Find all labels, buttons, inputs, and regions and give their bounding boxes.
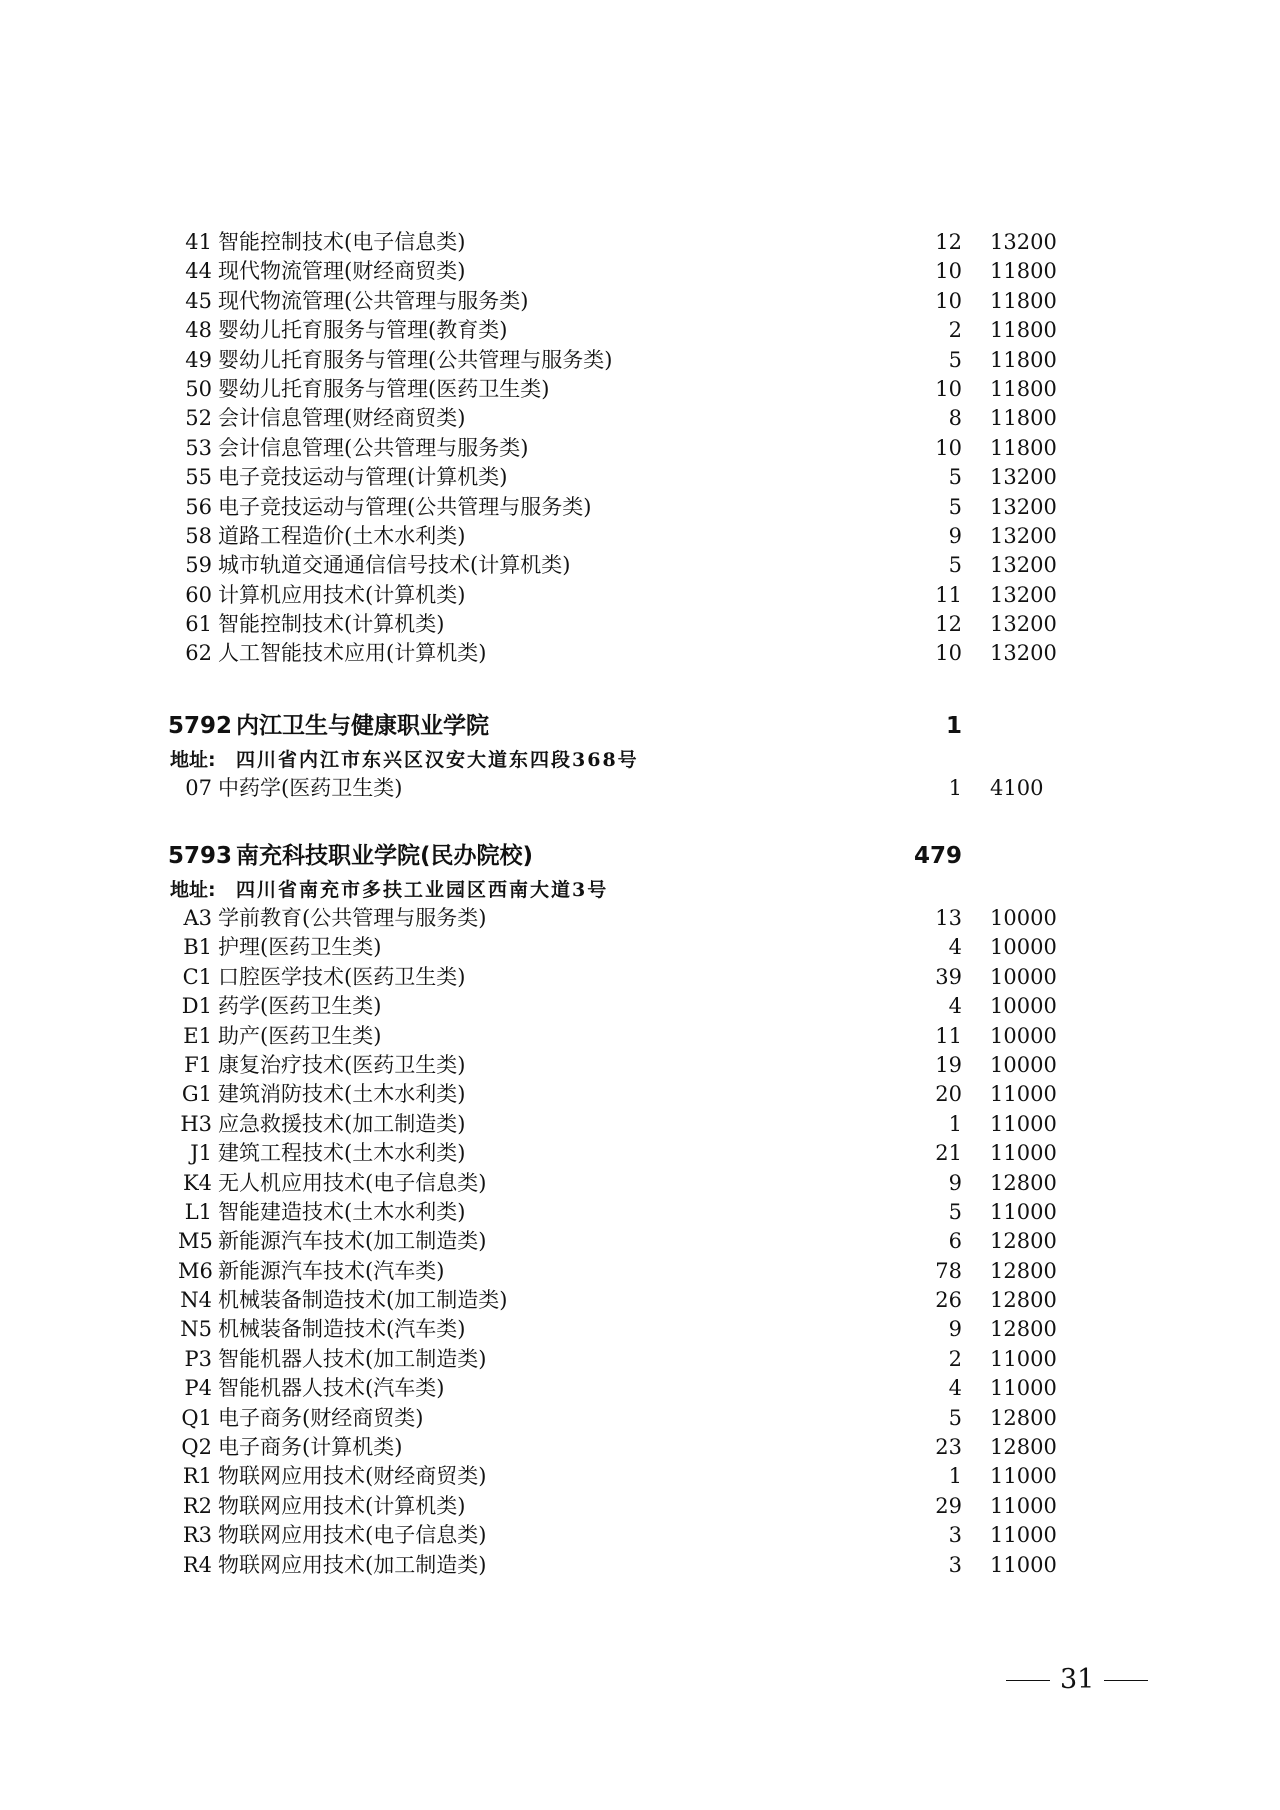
enrollment-count: 4 [948,994,962,1019]
enrollment-count: 29 [935,1493,962,1518]
program-name: 机械装备制造技术(加工制造类) [218,1288,508,1313]
program-name: 现代物流管理(公共管理与服务类) [218,288,529,313]
page-number [996,1660,1158,1700]
school-total-count: 479 [913,843,962,869]
program-code: 60 [185,582,212,607]
tuition-fee: 13200 [990,641,1057,666]
program-code: P4 [184,1376,212,1401]
program-code: R2 [182,1493,212,1518]
enrollment-count: 11 [935,582,962,607]
tuition-fee: 11000 [990,1346,1057,1371]
tuition-fee: 11000 [990,1464,1057,1489]
program-row [0,404,1280,433]
enrollment-count: 5 [948,553,962,578]
enrollment-count: 5 [948,347,962,372]
program-name: 道路工程造价(土木水利类) [218,523,466,548]
program-code: G1 [181,1082,212,1107]
program-name: 婴幼儿托育服务与管理(教育类) [218,318,508,343]
enrollment-count: 4 [948,1376,962,1401]
program-code: K4 [182,1170,212,1195]
program-code: 52 [185,406,212,431]
enrollment-count: 13 [935,906,962,930]
program-code: 59 [185,553,212,578]
tuition-fee: 12800 [990,1229,1057,1254]
program-name: 电子竞技运动与管理(公共管理与服务类) [218,494,592,519]
address-text: 四川省南充市多扶工业园区西南大道3号 [236,879,609,901]
enrollment-count: 9 [948,1170,962,1195]
enrollment-count: 9 [948,523,962,548]
program-row [0,1551,1280,1580]
enrollment-count: 3 [948,1552,962,1577]
program-row [0,287,1280,316]
program-row [0,316,1280,345]
program-code: 61 [185,612,212,637]
program-name: 建筑工程技术(土木水利类) [218,1141,466,1166]
tuition-fee: 13200 [990,553,1057,578]
program-name: 婴幼儿托育服务与管理(公共管理与服务类) [218,347,613,372]
enrollment-count: 1 [948,1464,962,1489]
tuition-fee: 12800 [990,1170,1057,1195]
program-code: R3 [182,1523,212,1548]
program-row [0,1139,1280,1168]
program-name: 药学(医药卫生类) [218,994,382,1019]
enrollment-count: 8 [948,406,962,431]
program-row [0,774,1280,803]
program-code: B1 [183,935,212,960]
program-row [0,1257,1280,1286]
program-name: 会计信息管理(公共管理与服务类) [218,435,529,460]
program-row [0,551,1280,580]
program-code: D1 [181,994,212,1019]
program-name: 助产(医药卫生类) [218,1023,382,1048]
school-total-count: 1 [945,713,962,739]
program-row [0,1169,1280,1198]
school-header [0,706,1280,746]
tuition-fee: 13200 [990,230,1057,254]
enrollment-count: 26 [935,1288,962,1313]
tuition-fee: 11000 [990,1523,1057,1548]
enrollment-count: 10 [935,641,962,666]
school-address [0,746,1280,774]
program-row [0,1521,1280,1550]
program-name: 学前教育(公共管理与服务类) [218,906,487,930]
tuition-fee: 12800 [990,1317,1057,1342]
tuition-fee: 11000 [990,1111,1057,1136]
program-row [0,257,1280,286]
program-row [0,1051,1280,1080]
program-row [0,522,1280,551]
tuition-fee: 11000 [990,1552,1057,1577]
program-code: 58 [185,523,212,548]
program-name: 无人机应用技术(电子信息类) [218,1170,487,1195]
enrollment-count: 10 [935,435,962,460]
program-code: 07 [185,776,212,800]
address-label: 地址: [170,879,216,901]
program-row [0,1315,1280,1344]
enrollment-count: 39 [935,964,962,989]
tuition-fee: 10000 [990,964,1057,989]
enrollment-count: 10 [935,376,962,401]
program-row [0,1345,1280,1374]
program-name: 电子竞技运动与管理(计算机类) [218,465,508,490]
program-code: P3 [184,1346,212,1371]
program-row [0,1462,1280,1491]
program-name: 智能机器人技术(汽车类) [218,1376,445,1401]
enrollment-count: 5 [948,465,962,490]
tuition-fee: 13200 [990,612,1057,637]
program-code: M6 [178,1258,213,1283]
program-code: 56 [185,494,212,519]
program-code: L1 [184,1199,212,1224]
enrollment-count: 1 [948,1111,962,1136]
program-code: 45 [185,288,212,313]
program-code: R1 [182,1464,212,1489]
program-row [0,963,1280,992]
dash-left [1006,1680,1050,1681]
program-code: E1 [183,1023,212,1048]
page-number-text: 31 [1060,1664,1095,1695]
tuition-fee: 10000 [990,935,1057,960]
program-name: 康复治疗技术(医药卫生类) [218,1052,466,1077]
program-name: 城市轨道交通通信信号技术(计算机类) [218,553,571,578]
program-code: Q2 [181,1435,212,1460]
program-name: 建筑消防技术(土木水利类) [218,1082,466,1107]
program-code: 55 [185,465,212,490]
program-code: H3 [180,1111,212,1136]
school-name: 南充科技职业学院(民办院校) [236,843,534,869]
program-row [0,1404,1280,1433]
tuition-fee: 11800 [990,288,1057,313]
program-row [0,1374,1280,1403]
program-name: 电子商务(计算机类) [218,1435,403,1460]
enrollment-count: 11 [935,1023,962,1048]
tuition-fee: 11800 [990,406,1057,431]
program-row [0,1492,1280,1521]
program-name: 护理(医药卫生类) [218,935,382,960]
tuition-fee: 11800 [990,376,1057,401]
school-section-5793 [0,836,1280,1580]
program-code: N4 [180,1288,212,1313]
enrollment-count: 23 [935,1435,962,1460]
tuition-fee: 4100 [990,776,1044,800]
tuition-fee: 11800 [990,259,1057,284]
enrollment-count: 3 [948,1523,962,1548]
tuition-fee: 10000 [990,906,1057,930]
enrollment-count: 6 [948,1229,962,1254]
tuition-fee: 13200 [990,465,1057,490]
program-row [0,375,1280,404]
program-code: 53 [185,435,212,460]
program-row [0,434,1280,463]
program-code: F1 [184,1052,212,1077]
tuition-fee: 13200 [990,582,1057,607]
tuition-fee: 11000 [990,1141,1057,1166]
program-code: M5 [178,1229,213,1254]
tuition-fee: 10000 [990,994,1057,1019]
tuition-fee: 12800 [990,1405,1057,1430]
tuition-fee: 11000 [990,1376,1057,1401]
program-name: 人工智能技术应用(计算机类) [218,641,487,666]
enrollment-count: 20 [935,1082,962,1107]
address-text: 四川省内江市东兴区汉安大道东四段368号 [236,749,639,771]
program-row [0,1227,1280,1256]
tuition-fee: 10000 [990,1023,1057,1048]
program-name: 婴幼儿托育服务与管理(医药卫生类) [218,376,550,401]
program-row [0,581,1280,610]
program-list [0,774,1280,803]
program-row [0,992,1280,1021]
program-name: 智能控制技术(计算机类) [218,612,445,637]
school-name: 内江卫生与健康职业学院 [236,713,489,739]
enrollment-count: 19 [935,1052,962,1077]
program-code: N5 [180,1317,212,1342]
program-name: 物联网应用技术(财经商贸类) [218,1464,487,1489]
enrollment-count: 10 [935,259,962,284]
school-section-5792 [0,706,1280,803]
school-address [0,876,1280,904]
program-code: 50 [185,376,212,401]
program-row [0,610,1280,639]
program-name: 智能建造技术(土木水利类) [218,1199,466,1224]
school-header [0,836,1280,876]
program-row [0,1286,1280,1315]
program-row [0,639,1280,668]
enrollment-count: 4 [948,935,962,960]
program-name: 机械装备制造技术(汽车类) [218,1317,466,1342]
tuition-fee: 13200 [990,494,1057,519]
school-code: 5792 [168,713,233,739]
program-name: 物联网应用技术(计算机类) [218,1493,466,1518]
address-label: 地址: [170,749,216,771]
program-name: 智能控制技术(电子信息类) [218,230,466,254]
program-name: 智能机器人技术(加工制造类) [218,1346,487,1371]
program-name: 电子商务(财经商贸类) [218,1405,424,1430]
enrollment-count: 78 [935,1258,962,1283]
program-name: 现代物流管理(财经商贸类) [218,259,466,284]
enrollment-count: 5 [948,494,962,519]
program-name: 新能源汽车技术(加工制造类) [218,1229,487,1254]
enrollment-count: 2 [948,318,962,343]
program-row [0,493,1280,522]
tuition-fee: 11000 [990,1199,1057,1224]
enrollment-count: 21 [935,1141,962,1166]
program-row [0,904,1280,933]
program-name: 中药学(医药卫生类) [218,776,403,800]
program-code: 49 [185,347,212,372]
tuition-fee: 11800 [990,435,1057,460]
tuition-fee: 13200 [990,523,1057,548]
tuition-fee: 12800 [990,1288,1057,1313]
enrollment-count: 2 [948,1346,962,1371]
program-code: J1 [190,1141,212,1166]
program-row [0,1110,1280,1139]
program-code: 48 [185,318,212,343]
program-code: 44 [185,259,212,284]
program-code: 41 [185,230,212,254]
program-code: Q1 [181,1405,212,1430]
tuition-fee: 11800 [990,318,1057,343]
enrollment-count: 5 [948,1405,962,1430]
program-row [0,1022,1280,1051]
continued-program-list [0,228,1280,669]
program-name: 新能源汽车技术(汽车类) [218,1258,445,1283]
program-name: 会计信息管理(财经商贸类) [218,406,466,431]
program-row [0,1433,1280,1462]
enrollment-count: 10 [935,288,962,313]
program-name: 物联网应用技术(加工制造类) [218,1552,487,1577]
enrollment-count: 1 [948,776,962,800]
program-row [0,933,1280,962]
program-name: 应急救援技术(加工制造类) [218,1111,466,1136]
school-code: 5793 [168,843,233,869]
enrollment-count: 12 [935,612,962,637]
tuition-fee: 12800 [990,1258,1057,1283]
dash-right [1104,1680,1148,1681]
program-name: 口腔医学技术(医药卫生类) [218,964,466,989]
program-list [0,904,1280,1580]
program-row [0,1080,1280,1109]
enrollment-count: 12 [935,230,962,254]
tuition-fee: 11800 [990,347,1057,372]
program-row [0,1198,1280,1227]
program-code: R4 [182,1552,212,1577]
program-code: 62 [185,641,212,666]
tuition-fee: 12800 [990,1435,1057,1460]
program-name: 计算机应用技术(计算机类) [218,582,466,607]
program-row [0,463,1280,492]
enrollment-count: 5 [948,1199,962,1224]
enrollment-count: 9 [948,1317,962,1342]
program-code: A3 [183,906,212,930]
program-row [0,228,1280,257]
tuition-fee: 11000 [990,1493,1057,1518]
program-row [0,346,1280,375]
tuition-fee: 10000 [990,1052,1057,1077]
program-code: C1 [182,964,212,989]
tuition-fee: 11000 [990,1082,1057,1107]
program-name: 物联网应用技术(电子信息类) [218,1523,487,1548]
